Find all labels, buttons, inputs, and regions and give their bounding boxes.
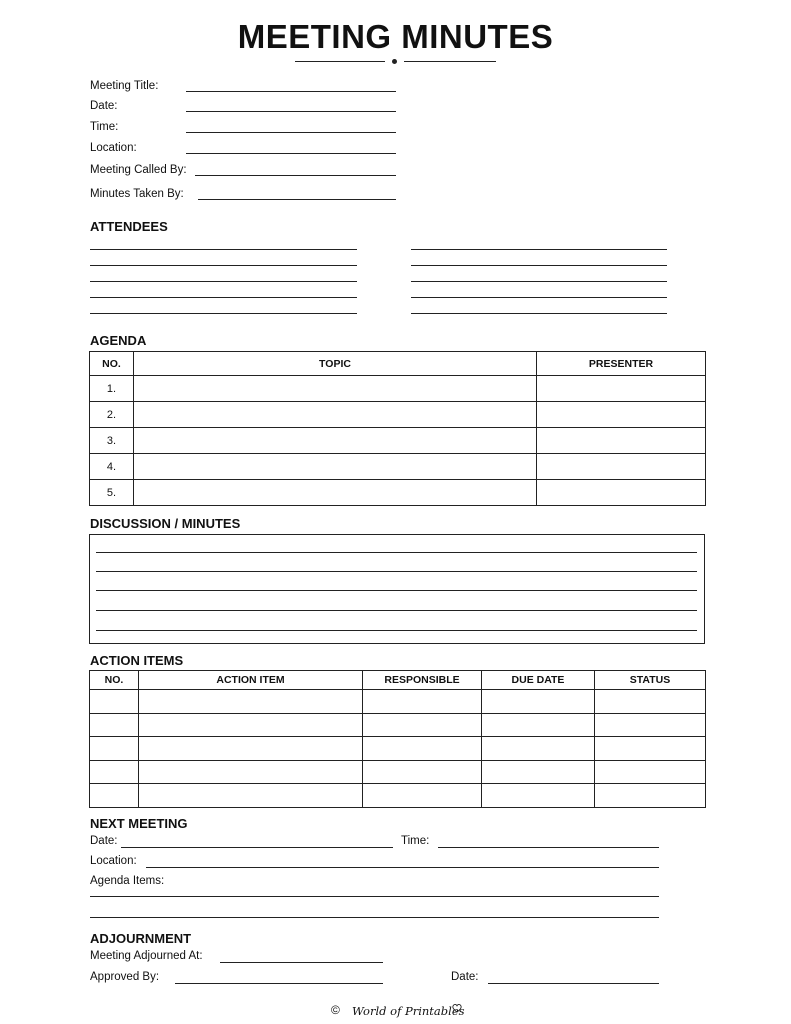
action-cell[interactable]: [139, 713, 363, 737]
approved-by-label: Approved By:: [90, 971, 160, 983]
agenda-presenter-cell[interactable]: [537, 402, 706, 428]
agenda-presenter-cell[interactable]: [537, 454, 706, 480]
attendee-line[interactable]: [90, 265, 357, 266]
action-cell[interactable]: [139, 784, 363, 808]
time-label: Time:: [90, 121, 119, 133]
table-row: [90, 376, 706, 402]
action-cell[interactable]: [482, 690, 595, 714]
table-row: [90, 713, 706, 737]
action-items-heading: ACTION ITEMS: [90, 653, 184, 668]
agenda-topic-cell[interactable]: [134, 376, 537, 402]
table-row: [90, 428, 706, 454]
agenda-items-label: Agenda Items:: [90, 875, 165, 887]
approved-by-line[interactable]: [175, 983, 383, 984]
table-row: [90, 760, 706, 784]
discussion-heading: DISCUSSION / MINUTES: [90, 516, 241, 531]
agenda-presenter-cell[interactable]: [537, 376, 706, 402]
agenda-presenter-cell[interactable]: [537, 428, 706, 454]
attendee-line[interactable]: [411, 249, 667, 250]
agenda-topic-cell[interactable]: [134, 480, 537, 506]
attendee-line[interactable]: [90, 281, 357, 282]
adjournment-date-line[interactable]: [488, 983, 659, 984]
location-label: Location:: [90, 142, 137, 154]
action-cell[interactable]: [482, 737, 595, 761]
agenda-row-number: 2.: [90, 402, 134, 428]
attendee-line[interactable]: [90, 249, 357, 250]
action-cell[interactable]: [90, 737, 139, 761]
attendee-line[interactable]: [411, 281, 667, 282]
title-divider-dot: [392, 59, 397, 64]
attendees-heading: ATTENDEES: [90, 219, 168, 234]
action-cell[interactable]: [90, 713, 139, 737]
discussion-line[interactable]: [96, 552, 697, 553]
time-line[interactable]: [186, 132, 396, 133]
meeting-title-label: Meeting Title:: [90, 80, 159, 92]
action-cell[interactable]: [595, 784, 706, 808]
adjournment-heading: ADJOURNMENT: [90, 931, 192, 946]
brand-name: World of Printables: [352, 1004, 465, 1018]
agenda-col-no: NO.: [90, 352, 134, 376]
action-cell[interactable]: [363, 784, 482, 808]
date-line[interactable]: [186, 111, 396, 112]
copyright-symbol: ©: [331, 1003, 340, 1017]
minutes-taken-by-line[interactable]: [198, 199, 396, 200]
action-cell[interactable]: [363, 760, 482, 784]
discussion-line[interactable]: [96, 571, 697, 572]
discussion-line[interactable]: [96, 590, 697, 591]
date-label: Date:: [90, 100, 118, 112]
next-location-line[interactable]: [146, 867, 659, 868]
table-row: [90, 480, 706, 506]
table-row: [90, 690, 706, 714]
attendee-line[interactable]: [90, 297, 357, 298]
agenda-topic-cell[interactable]: [134, 454, 537, 480]
action-col-no: NO.: [90, 671, 139, 690]
action-cell[interactable]: [595, 690, 706, 714]
minutes-taken-by-label: Minutes Taken By:: [90, 188, 184, 200]
action-cell[interactable]: [595, 737, 706, 761]
agenda-row-number: 3.: [90, 428, 134, 454]
action-cell[interactable]: [595, 713, 706, 737]
action-items-table: [89, 670, 706, 808]
discussion-line[interactable]: [96, 610, 697, 611]
agenda-items-line[interactable]: [90, 917, 659, 918]
agenda-presenter-cell[interactable]: [537, 480, 706, 506]
agenda-table: [89, 351, 706, 506]
action-col-responsible: RESPONSIBLE: [363, 671, 482, 690]
agenda-row-number: 5.: [90, 480, 134, 506]
agenda-heading: AGENDA: [90, 333, 147, 348]
action-col-item: ACTION ITEM: [139, 671, 363, 690]
next-location-label: Location:: [90, 855, 137, 867]
agenda-col-topic: TOPIC: [134, 352, 537, 376]
action-cell[interactable]: [363, 737, 482, 761]
agenda-topic-cell[interactable]: [134, 428, 537, 454]
action-cell[interactable]: [482, 784, 595, 808]
agenda-row-number: 4.: [90, 454, 134, 480]
page-title: MEETING MINUTES: [237, 18, 554, 55]
action-cell[interactable]: [139, 760, 363, 784]
adjourned-at-label: Meeting Adjourned At:: [90, 950, 203, 962]
action-cell[interactable]: [363, 713, 482, 737]
table-row: [90, 784, 706, 808]
table-row: [90, 737, 706, 761]
heart-icon: [452, 1000, 462, 1010]
action-cell[interactable]: [482, 713, 595, 737]
action-cell[interactable]: [139, 690, 363, 714]
action-cell[interactable]: [139, 737, 363, 761]
adjournment-date-label: Date:: [451, 971, 479, 983]
attendee-line[interactable]: [411, 313, 667, 314]
discussion-box[interactable]: [89, 534, 705, 644]
action-cell[interactable]: [482, 760, 595, 784]
agenda-col-presenter: PRESENTER: [537, 352, 706, 376]
title-divider-left: [295, 61, 385, 62]
attendee-line[interactable]: [411, 265, 667, 266]
location-line[interactable]: [186, 153, 396, 154]
next-time-line[interactable]: [438, 847, 659, 848]
meeting-called-by-line[interactable]: [195, 175, 396, 176]
action-cell[interactable]: [90, 690, 139, 714]
title-divider-right: [404, 61, 496, 62]
next-time-label: Time:: [401, 835, 430, 847]
meeting-called-by-label: Meeting Called By:: [90, 164, 187, 176]
action-cell[interactable]: [90, 760, 139, 784]
action-col-status: STATUS: [595, 671, 706, 690]
next-date-label: Date:: [90, 835, 118, 847]
agenda-items-line[interactable]: [90, 896, 659, 897]
action-col-due-date: DUE DATE: [482, 671, 595, 690]
attendee-line[interactable]: [411, 297, 667, 298]
agenda-topic-cell[interactable]: [134, 402, 537, 428]
discussion-line[interactable]: [96, 630, 697, 631]
action-cell[interactable]: [595, 760, 706, 784]
agenda-row-number: 1.: [90, 376, 134, 402]
attendee-line[interactable]: [90, 313, 357, 314]
next-meeting-heading: NEXT MEETING: [90, 816, 188, 831]
adjourned-at-line[interactable]: [220, 962, 383, 963]
table-row: [90, 454, 706, 480]
action-cell[interactable]: [90, 784, 139, 808]
table-row: [90, 402, 706, 428]
meeting-title-line[interactable]: [186, 91, 396, 92]
action-cell[interactable]: [363, 690, 482, 714]
next-date-line[interactable]: [121, 847, 393, 848]
